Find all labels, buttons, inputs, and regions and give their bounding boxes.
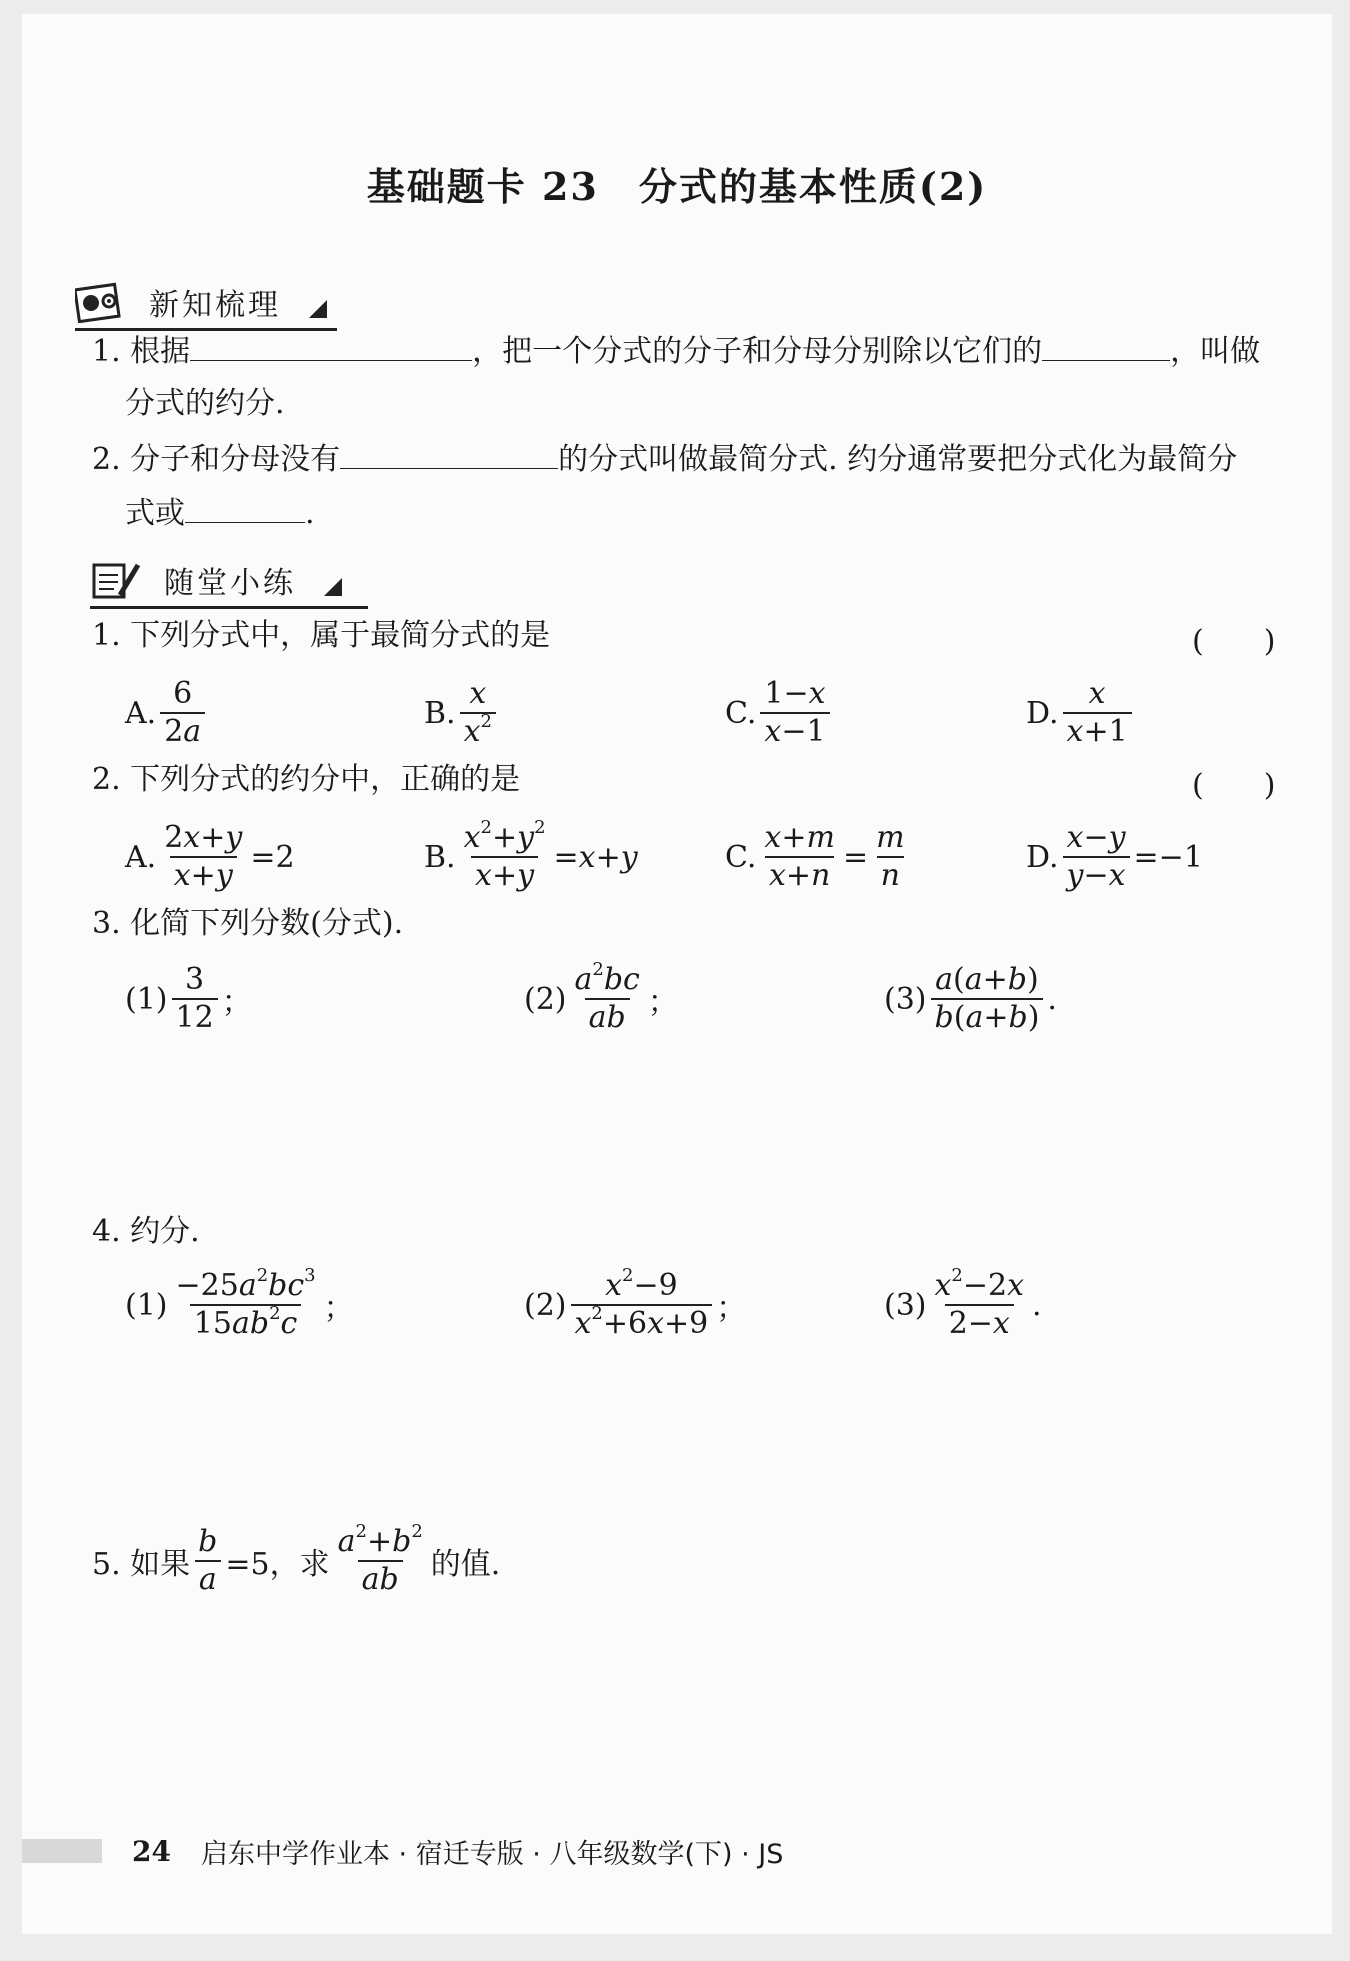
knowledge-q2-text-a: 2. 分子和分母没有 bbox=[92, 442, 341, 477]
section-header-knowledge bbox=[75, 276, 337, 331]
answer-blank[interactable] bbox=[185, 492, 305, 523]
option-q2-d[interactable]: D. $\frac{x-y}{y-x}$ =−1 bbox=[1026, 820, 1203, 893]
option-q2-b[interactable]: B. $\frac{x^2+y^2}{x+y}$ =x+y bbox=[424, 817, 638, 893]
option-label: A. bbox=[125, 695, 157, 731]
page-number: 24 bbox=[132, 1834, 171, 1868]
option-q1-b[interactable] bbox=[424, 678, 500, 748]
fraction: $\frac{m}{n}$ bbox=[876, 820, 905, 893]
q4-item-3: (3) $\frac{x^2-2x}{2-x}$ . bbox=[884, 1265, 1042, 1341]
q4-item-2: (2) $\frac{x^2-9}{x^2+6x+9}$ ； bbox=[524, 1265, 747, 1341]
footer-bar bbox=[22, 1839, 102, 1863]
option-label: B. bbox=[424, 695, 456, 731]
item-label: (3) bbox=[884, 1287, 927, 1323]
footer-text: 启东中学作业本 · 宿迁专版 · 八年级数学(下) · JS bbox=[200, 1838, 784, 1870]
fraction: $\frac{x+m}{x+n}$ bbox=[764, 820, 835, 893]
knowledge-q2-text-b: 的分式叫做最简分式. 约分通常要把分式化为最简分 bbox=[558, 442, 1238, 477]
fraction: $\frac{a^2bc}{ab}$ bbox=[574, 959, 640, 1035]
knowledge-q2-line1 bbox=[92, 438, 1237, 480]
option-q2-a[interactable]: A. $\frac{2x+y}{x+y}$ =2 bbox=[125, 820, 295, 893]
item-label: (2) bbox=[524, 981, 567, 1017]
item-label: (1) bbox=[125, 981, 168, 1017]
fraction: $\frac{x-y}{y-x}$ bbox=[1063, 822, 1130, 892]
option-q1-c[interactable] bbox=[725, 678, 834, 748]
fraction: $\frac{x}{x+1}$ bbox=[1063, 678, 1132, 748]
section-header-practice bbox=[90, 554, 368, 609]
practice-q5-stem bbox=[92, 1521, 501, 1597]
answer-paren[interactable]: ( ) bbox=[1192, 768, 1276, 803]
answer-paren[interactable]: ( ) bbox=[1192, 624, 1276, 659]
fraction: $\frac{x^2-9}{x^2+6x+9}$ bbox=[571, 1270, 713, 1340]
knowledge-q1-text-b: ，把一个分式的分子和分母分别除以它们的 bbox=[472, 334, 1043, 369]
knowledge-q2-text-d: . bbox=[305, 496, 315, 531]
fraction: $\frac{x^2-2x}{2-x}$ bbox=[934, 1265, 1025, 1341]
fraction: $\frac{-25a^2bc^3}{15ab^2c}$ bbox=[175, 1265, 316, 1341]
corner-triangle-icon bbox=[324, 578, 342, 596]
practice-q1-stem: 1. 下列分式中，属于最简分式的是 bbox=[92, 618, 551, 653]
answer-blank[interactable] bbox=[1042, 330, 1170, 361]
knowledge-q1-text-c: ，叫做 bbox=[1170, 334, 1261, 369]
item-label: (2) bbox=[524, 1287, 567, 1323]
fraction: $\frac{1-x}{x-1}$ bbox=[760, 678, 829, 748]
fraction: $\frac{x^2+y^2}{x+y}$ bbox=[463, 817, 546, 893]
fraction: $\frac{a(a+b)}{b(a+b)}$ bbox=[931, 964, 1044, 1034]
fraction: $\frac{2x+y}{x+y}$ bbox=[164, 820, 243, 893]
q5-text-a: 5. 如果 bbox=[92, 1547, 191, 1582]
q5-text-c: 的值. bbox=[430, 1547, 501, 1582]
practice-q2-stem: 2. 下列分式的约分中，正确的是 bbox=[92, 762, 521, 797]
answer-blank[interactable] bbox=[190, 330, 472, 361]
knowledge-q2-text-c: 式或 bbox=[125, 496, 185, 531]
worksheet-page bbox=[22, 14, 1332, 1934]
fraction: $\frac{6}{2a}$ bbox=[160, 678, 205, 748]
fraction: $\frac{b}{a}$ bbox=[194, 1526, 221, 1596]
option-label: A. bbox=[125, 839, 157, 875]
fraction: $\frac{3}{12}$ bbox=[172, 964, 218, 1034]
option-q1-a[interactable] bbox=[125, 678, 209, 748]
option-q1-d[interactable] bbox=[1026, 678, 1136, 748]
section-label: 新知梳理 bbox=[149, 288, 281, 323]
practice-q4-stem: 4. 约分. bbox=[92, 1214, 200, 1249]
practice-q3-stem: 3. 化简下列分数(分式). bbox=[92, 906, 404, 941]
option-label: D. bbox=[1026, 695, 1059, 731]
q4-item-1: (1) $\frac{-25a^2bc^3}{15ab^2c}$ ； bbox=[125, 1265, 354, 1341]
option-label: C. bbox=[725, 839, 757, 875]
option-label: C. bbox=[725, 695, 757, 731]
q3-item-2: (2) $\frac{a^2bc}{ab}$ ； bbox=[524, 959, 678, 1035]
book-gear-icon bbox=[75, 281, 127, 323]
knowledge-q1-line1 bbox=[92, 330, 1260, 372]
q3-item-1: (1) $\frac{3}{12}$ ； bbox=[125, 962, 252, 1035]
knowledge-q1-text-a: 1. 根据 bbox=[92, 334, 191, 369]
corner-triangle-icon bbox=[309, 300, 327, 318]
knowledge-q2-line2 bbox=[125, 492, 315, 534]
fraction: $\frac{a^2+b^2}{ab}$ bbox=[337, 1521, 423, 1597]
section-label: 随堂小练 bbox=[164, 566, 296, 601]
fraction: $\frac{x}{x^2}$ bbox=[460, 678, 496, 748]
option-q2-c[interactable]: C. $\frac{x+m}{x+n}$ = $\frac{m}{n}$ bbox=[725, 822, 913, 892]
answer-blank[interactable] bbox=[340, 438, 558, 469]
item-label: (1) bbox=[125, 1287, 168, 1323]
option-label: B. bbox=[424, 839, 456, 875]
knowledge-q1-line2: 分式的约分. bbox=[125, 386, 285, 421]
item-label: (3) bbox=[884, 981, 927, 1017]
page-footer bbox=[22, 1829, 1332, 1873]
notebook-pencil-icon bbox=[90, 559, 142, 601]
option-label: D. bbox=[1026, 839, 1059, 875]
page-title: 基础题卡 23 分式的基本性质(2) bbox=[366, 164, 988, 209]
q5-text-b: =5，求 bbox=[225, 1547, 330, 1582]
q3-item-3: (3) $\frac{a(a+b)}{b(a+b)}$ . bbox=[884, 962, 1057, 1035]
